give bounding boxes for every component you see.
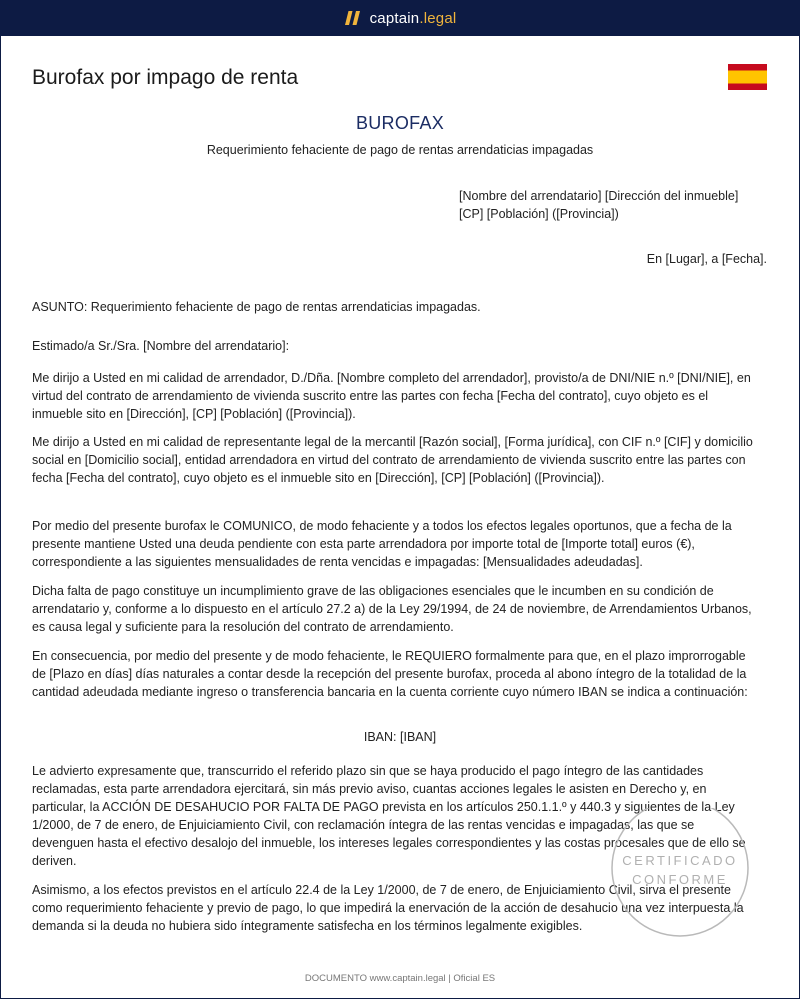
top-bar [0,0,800,36]
paragraph-incumplimiento: Dicha falta de pago constituye un incumplimiento grave de las obligaciones esenciales que le incumben en su condición de arrendatario y, conforme a lo dispuesto en el artículo 27.2 a) de la Ley 29/1994, de 24 de noviembre, de Arrendamientos Urbanos, es causa legal y suficiente para la resolución del contrato de arrendamiento. [32,584,752,634]
paragraph-representante: Me dirijo a Usted en mi calidad de representante legal de la mercantil [Razón social], [Forma jurídica], con CIF n.º [CIF] y domicilio social en [Domicilio social], entidad arrendadora en virtud del contrato de arrendamiento de vivienda suscrito entre las partes con fecha [Fecha del contrato], cuyo objeto es el inmueble sito en [Dirección], [CP] [Población] ([Provincia]). [32,435,753,485]
double-slash-logo-icon [344,10,362,26]
brand-logo[interactable] [370,10,457,27]
stamp-line2: CONFORME [632,872,728,887]
paragraph-advertencia: Le advierto expresamente que, transcurrido el referido plazo sin que se haya producido el pago íntegro de las cantidades reclamadas, esta parte arrendadora ejercitará, sin más previo aviso, cuantas acciones legales le asisten en Derecho y, en particular, la ACCIÓN DE DESAHUCIO POR FALTA DE PAGO prevista en los artículos 250.1.1.º y 440.3 y siguientes de la Ley 1/2000, de 7 de enero, de Enjuiciamiento Civil, con reclamación íntegra de las rentas vencidas e impagadas, las que se devenguen hasta el efectivo desalojo del inmueble, los intereses legales correspondientes y las costas procesales que de ello se deriven. [32,764,746,868]
burofax-heading: BUROFAX [355,113,445,133]
recipient-address: [Nombre del arrendatario] [Dirección del inmueble] [CP] [Población] ([Provincia]) [459,189,739,221]
stamp-line1: CERTIFICADO [622,853,738,868]
iban-line: IBAN: [IBAN] [363,730,437,744]
brand-name: captain [369,9,420,27]
paragraph-comunico: Por medio del presente burofax le COMUNICO, de modo fehaciente y a todos los efectos legales oportunos, que a fecha de la presente mantiene Usted una deuda pendiente con esta parte arrendadora por importe total de [Importe total] euros (€), correspondiente a las siguientes mensualidades de renta vencidas e impagadas: [Mensualidades adeudadas]. [32,519,732,569]
footer-text: DOCUMENTO www.captain.legal | Oficial ES [304,973,496,984]
brand-tld: .legal [419,9,457,27]
paragraph-asimismo: Asimismo, a los efectos previstos en el artículo 22.4 de la Ley 1/2000, de 7 de enero, de Enjuiciamiento Civil, sirva el presente como requerimiento fehaciente y previo de pago, lo que impedirá la enervación de la acción de desahucio una vez interpuesta la demanda si la deuda no hubiera sido íntegramente satisfecha en los términos legalmente exigibles. [32,883,744,933]
paragraph-requiero: En consecuencia, por medio del presente y de modo fehaciente, le REQUIERO formalmente para que, en el plazo improrrogable de [Plazo en días] días naturales a contar desde la recepción del presente burofax, proceda al abono íntegro de la totalidad de la cantidad adeudada mediante ingreso o transferencia bancaria en la cuenta corriente cuyo número IBAN se indica a continuación: [32,649,748,699]
place-date: En [Lugar], a [Fecha]. [646,252,767,266]
spain-flag-icon [728,64,767,90]
document-title: Burofax por impago de renta [32,66,299,89]
greeting-line: Estimado/a Sr./Sra. [Nombre del arrendatario]: [32,339,290,353]
subject-line: ASUNTO: Requerimiento fehaciente de pago de rentas arrendaticias impagadas. [32,300,481,314]
burofax-subheading: Requerimiento fehaciente de pago de rentas arrendaticias impagadas [206,143,594,157]
paragraph-arrendador: Me dirijo a Usted en mi calidad de arrendador, D./Dña. [Nombre completo del arrendador], provisto/a de DNI/NIE n.º [DNI/NIE], en virtud del contrato de arrendamiento de vivienda suscrito entre las partes con fecha [Fecha del contrato], cuyo objeto es el inmueble sito en [Dirección], [CP] [Población] ([Provincia]). [32,371,751,421]
